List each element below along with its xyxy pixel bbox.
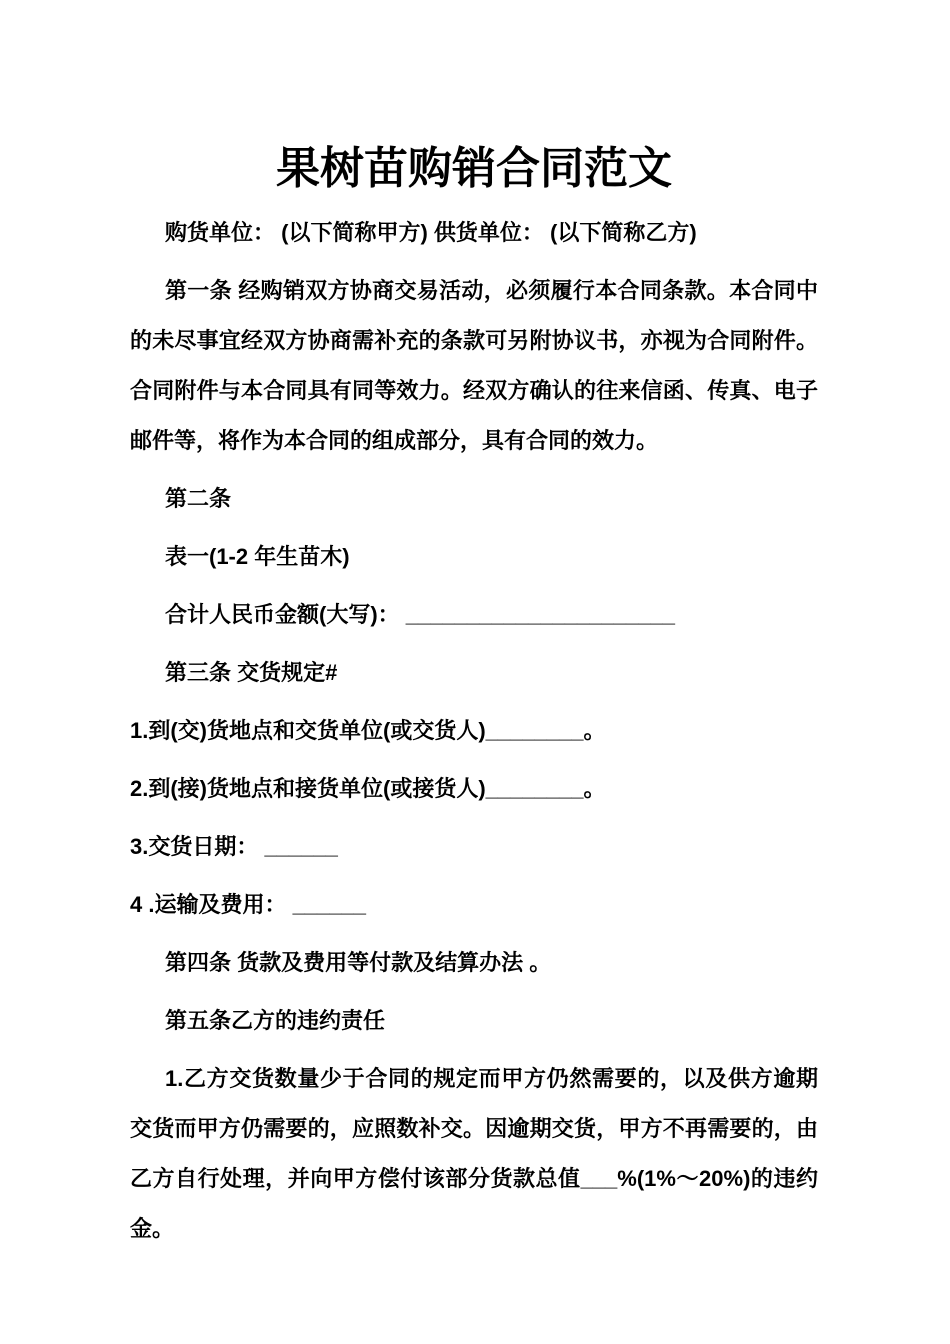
clause-4-heading: 第四条 货款及费用等付款及结算办法 。 xyxy=(165,950,552,975)
table-1-label: 表一(1-2 年生苗木) xyxy=(165,544,350,569)
clause-2-heading: 第二条 xyxy=(165,486,232,511)
clause-3-heading: 第三条 交货规定# xyxy=(165,660,338,685)
clause-5-heading: 第五条乙方的违约责任 xyxy=(165,1008,386,1033)
party-units-line: 购货单位： (以下简称甲方) 供货单位： (以下简称乙方) xyxy=(165,220,697,245)
delivery-item-3-date: 3.交货日期： ______ xyxy=(130,834,338,859)
clause-1-paragraph: 第一条 经购销双方协商交易活动，必须履行本合同条款。本合同中的未尽事宜经双方协商需补充的条款可另附协议书，亦视为合同附件。合同附件与本合同具有同等效力。经双方确认的往来信函、传真、电子邮件等，将作为本合同的组成部分，具有合同的效力。 xyxy=(130,278,818,453)
delivery-item-1: 1.到(交)货地点和交货单位(或交货人)________。 xyxy=(130,718,606,743)
total-amount-blank-line: 合计人民币金额(大写)： ______________________ xyxy=(165,602,675,627)
clause-5-item-1-paragraph: 1.乙方交货数量少于合同的规定而甲方仍然需要的，以及供方逾期交货而甲方仍需要的，应照数补交。因逾期交货，甲方不再需要的，由乙方自行处理，并向甲方偿付该部分货款总值___%(1%～20%)的违约金。 xyxy=(130,1066,818,1241)
document-title: 果树苗购销合同范文 xyxy=(276,144,672,193)
delivery-item-2: 2.到(接)货地点和接货单位(或接货人)________。 xyxy=(130,776,606,801)
delivery-item-4-transport: 4 .运输及费用： ______ xyxy=(130,892,366,917)
